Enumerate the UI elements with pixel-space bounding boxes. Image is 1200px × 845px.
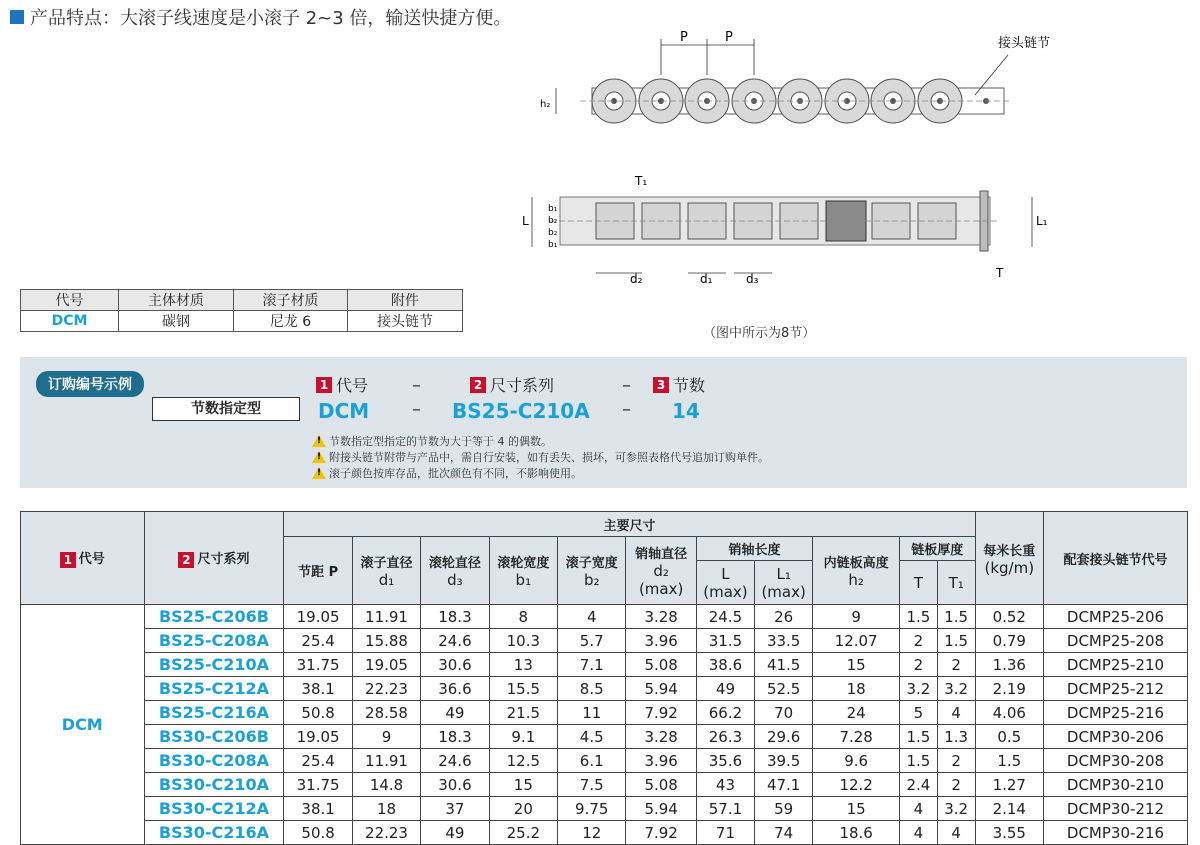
th-d3-a: 滚轮直径 — [428, 556, 481, 571]
series-cell: BS30-C208A — [144, 749, 284, 773]
order-label-code-text: 代号 — [336, 376, 369, 395]
l-cell: 49 — [696, 677, 754, 701]
weight-cell: 0.52 — [975, 605, 1043, 629]
th-b1-a: 滚轮宽度 — [497, 556, 550, 571]
table-row — [21, 677, 1188, 701]
label-l1: L₁ — [1036, 214, 1048, 228]
t1-cell: 1.5 — [937, 605, 975, 629]
b1-cell: 10.3 — [489, 629, 557, 653]
joint-code-cell: DCMP30-208 — [1043, 749, 1187, 773]
label-p-1: P — [680, 30, 688, 45]
t-cell: 2.4 — [900, 773, 938, 797]
weight-cell: 4.06 — [975, 701, 1043, 725]
weight-cell: 0.79 — [975, 629, 1043, 653]
th-t-text: T — [913, 573, 923, 592]
th-weight-a: 每米长重 — [983, 543, 1036, 559]
label-d3: d₃ — [746, 272, 759, 286]
order-dash-4: – — [622, 399, 631, 420]
joint-code-cell: DCMP25-216 — [1043, 701, 1187, 725]
th-d1 — [352, 537, 420, 605]
th-l-b: (max) — [703, 582, 748, 601]
th-l-a: L — [721, 564, 730, 583]
weight-cell: 1.5 — [975, 749, 1043, 773]
warning-icon — [312, 435, 326, 447]
d1-cell: 28.58 — [352, 701, 420, 725]
label-b1-bottom: b₁ — [548, 240, 558, 250]
order-note-3-text: 滚子颜色按库存品，批次颜色有不同，不影响使用。 — [329, 467, 582, 480]
order-example-panel — [20, 357, 1187, 488]
th-d2-b: d₂ — [653, 562, 669, 580]
d3-cell: 30.6 — [421, 773, 489, 797]
diagram-note: （图中所示为8节） — [703, 326, 816, 341]
t-cell: 5 — [900, 701, 938, 725]
table-row — [21, 773, 1188, 797]
d3-cell: 49 — [421, 821, 489, 845]
th-b1 — [489, 537, 557, 605]
pitch-cell: 31.75 — [284, 653, 352, 677]
spec-value-code: DCM — [21, 311, 119, 332]
t-cell: 2 — [900, 653, 938, 677]
th-b2 — [558, 537, 626, 605]
th-pitch: 节距 P — [284, 537, 352, 605]
l-cell: 24.5 — [696, 605, 754, 629]
b1-cell: 15 — [489, 773, 557, 797]
t-cell: 4 — [900, 821, 938, 845]
table-row — [21, 653, 1188, 677]
pitch-cell: 25.4 — [284, 629, 352, 653]
dimension-table-body — [21, 605, 1188, 845]
joint-code-cell: DCMP30-212 — [1043, 797, 1187, 821]
l-cell: 38.6 — [696, 653, 754, 677]
table-row — [21, 749, 1188, 773]
label-t: T — [996, 266, 1004, 280]
d3-cell: 24.6 — [421, 749, 489, 773]
l1-cell: 39.5 — [755, 749, 813, 773]
d2-cell: 3.28 — [626, 725, 696, 749]
spec-value-accessory: 接头链节 — [348, 311, 463, 332]
weight-cell: 1.36 — [975, 653, 1043, 677]
table-row — [21, 821, 1188, 845]
series-cell: BS30-C212A — [144, 797, 284, 821]
order-dash-3: – — [412, 399, 421, 420]
d2-cell: 5.08 — [626, 653, 696, 677]
order-dash-1: – — [412, 375, 421, 396]
order-note-2-text: 附接头链节附带与产品中，需自行安装，如有丢失、损坏，可参照表格代号追加订购单件。 — [329, 451, 769, 464]
order-value-series: BS25-C210A — [452, 399, 590, 423]
table-row — [21, 629, 1188, 653]
l-cell: 35.6 — [696, 749, 754, 773]
t1-cell: 1.5 — [937, 629, 975, 653]
b2-cell: 7.5 — [558, 773, 626, 797]
h2-cell: 7.28 — [813, 725, 900, 749]
b1-cell: 20 — [489, 797, 557, 821]
order-label-series — [470, 373, 554, 396]
l1-cell: 70 — [755, 701, 813, 725]
t-cell: 2 — [900, 629, 938, 653]
th-l — [696, 561, 754, 605]
pitch-cell: 50.8 — [284, 821, 352, 845]
b2-cell: 8.5 — [558, 677, 626, 701]
num-badge-3: 3 — [653, 377, 669, 393]
warning-icon — [312, 451, 326, 463]
order-note-3 — [312, 465, 582, 481]
pitch-cell: 25.4 — [284, 749, 352, 773]
d1-cell: 11.91 — [352, 605, 420, 629]
num-badge-1: 1 — [316, 377, 332, 393]
table-row — [21, 605, 1188, 629]
order-label-series-text: 尺寸系列 — [490, 376, 555, 395]
th-pin-length: 销轴长度 — [696, 537, 812, 561]
order-value-code: DCM — [318, 399, 370, 423]
joint-code-cell: DCMP25-208 — [1043, 629, 1187, 653]
d2-cell: 7.92 — [626, 821, 696, 845]
order-label-code — [316, 373, 368, 396]
pitch-cell: 19.05 — [284, 725, 352, 749]
d1-cell: 22.23 — [352, 677, 420, 701]
d2-cell: 3.96 — [626, 629, 696, 653]
d2-cell: 5.08 — [626, 773, 696, 797]
th-plate-thickness: 链板厚度 — [900, 537, 976, 561]
b2-cell: 11 — [558, 701, 626, 725]
series-cell: BS25-C210A — [144, 653, 284, 677]
l-cell: 26.3 — [696, 725, 754, 749]
th-series-text: 尺寸系列 — [197, 552, 250, 568]
series-cell: BS25-C216A — [144, 701, 284, 725]
th-code — [21, 512, 145, 605]
th-h2-b: h₂ — [848, 571, 864, 589]
h2-cell: 24 — [813, 701, 900, 725]
order-label-count-text: 节数 — [673, 376, 706, 395]
th-l1-b: (max) — [761, 582, 806, 601]
chain-side-view — [522, 174, 1048, 286]
th-h2 — [813, 537, 900, 605]
l-cell: 57.1 — [696, 797, 754, 821]
series-cell: BS30-C210A — [144, 773, 284, 797]
d3-cell: 18.3 — [421, 725, 489, 749]
type-box: 节数指定型 — [152, 397, 300, 421]
b2-cell: 4.5 — [558, 725, 626, 749]
b2-cell: 9.75 — [558, 797, 626, 821]
l1-cell: 33.5 — [755, 629, 813, 653]
d3-cell: 36.6 — [421, 677, 489, 701]
pitch-cell: 38.1 — [284, 797, 352, 821]
t-cell: 1.5 — [900, 749, 938, 773]
l-cell: 43 — [696, 773, 754, 797]
l1-cell: 41.5 — [755, 653, 813, 677]
th-b1-b: b₁ — [515, 571, 532, 589]
th-d1-b: d₁ — [378, 571, 395, 589]
d3-cell: 49 — [421, 701, 489, 725]
h2-cell: 15 — [813, 653, 900, 677]
b2-cell: 12 — [558, 821, 626, 845]
th-b2-b: b₂ — [583, 571, 600, 589]
weight-cell: 1.27 — [975, 773, 1043, 797]
joint-code-cell: DCMP30-210 — [1043, 773, 1187, 797]
label-joint-link: 接头链节 — [998, 36, 1051, 51]
table-row — [21, 797, 1188, 821]
th-d1-a: 滚子直径 — [360, 556, 413, 571]
order-note-2 — [312, 449, 769, 465]
t-cell: 4 — [900, 797, 938, 821]
l1-cell: 59 — [755, 797, 813, 821]
label-b2-top: b₂ — [548, 216, 558, 226]
l-cell: 66.2 — [696, 701, 754, 725]
b1-cell: 25.2 — [489, 821, 557, 845]
th-t — [900, 561, 938, 605]
series-cell: BS30-C216A — [144, 821, 284, 845]
spec-table — [20, 289, 463, 332]
t1-cell: 4 — [937, 701, 975, 725]
d1-cell: 9 — [352, 725, 420, 749]
num-badge-2: 2 — [178, 552, 194, 568]
series-cell: BS25-C208A — [144, 629, 284, 653]
label-b1-top: b₁ — [548, 204, 558, 214]
pitch-cell: 19.05 — [284, 605, 352, 629]
label-t1: T₁ — [635, 174, 648, 188]
th-b2-a: 滚子宽度 — [565, 556, 618, 571]
d3-cell: 37 — [421, 797, 489, 821]
joint-code-cell: DCMP25-210 — [1043, 653, 1187, 677]
l1-cell: 74 — [755, 821, 813, 845]
headline — [10, 4, 511, 30]
code-cell: DCM — [21, 605, 145, 845]
th-series — [144, 512, 284, 605]
h2-cell: 9.6 — [813, 749, 900, 773]
joint-code-cell: DCMP25-212 — [1043, 677, 1187, 701]
pitch-cell: 38.1 — [284, 677, 352, 701]
th-d2-c: (max) — [638, 580, 684, 598]
spec-value-roller-material: 尼龙 6 — [234, 311, 348, 332]
th-l1 — [755, 561, 813, 605]
t1-cell: 1.3 — [937, 725, 975, 749]
l1-cell: 26 — [755, 605, 813, 629]
t-cell: 1.5 — [900, 725, 938, 749]
t1-cell: 2 — [937, 773, 975, 797]
table-row — [21, 701, 1188, 725]
b1-cell: 12.5 — [489, 749, 557, 773]
d1-cell: 14.8 — [352, 773, 420, 797]
chain-top-view — [540, 30, 1050, 123]
spec-header-accessory: 附件 — [348, 290, 463, 311]
series-cell: BS25-C212A — [144, 677, 284, 701]
label-h2: h₂ — [540, 99, 551, 110]
label-l: L — [522, 214, 529, 228]
th-d2-a: 销轴直径 — [635, 547, 688, 562]
d3-cell: 18.3 — [421, 605, 489, 629]
th-t1-text: T₁ — [948, 573, 964, 592]
th-joint: 配套接头链节代号 — [1043, 512, 1187, 605]
d2-cell: 3.28 — [626, 605, 696, 629]
series-cell: BS25-C206B — [144, 605, 284, 629]
b1-cell: 9.1 — [489, 725, 557, 749]
joint-code-cell: DCMP25-206 — [1043, 605, 1187, 629]
h2-cell: 12.07 — [813, 629, 900, 653]
b1-cell: 15.5 — [489, 677, 557, 701]
t-cell: 3.2 — [900, 677, 938, 701]
b1-cell: 13 — [489, 653, 557, 677]
d1-cell: 18 — [352, 797, 420, 821]
table-row — [21, 725, 1188, 749]
d3-cell: 30.6 — [421, 653, 489, 677]
b2-cell: 4 — [558, 605, 626, 629]
th-d3 — [421, 537, 489, 605]
label-p-2: P — [725, 30, 733, 45]
d2-cell: 5.94 — [626, 677, 696, 701]
b2-cell: 6.1 — [558, 749, 626, 773]
t1-cell: 2 — [937, 653, 975, 677]
pitch-cell: 31.75 — [284, 773, 352, 797]
t1-cell: 2 — [937, 749, 975, 773]
l1-cell: 52.5 — [755, 677, 813, 701]
order-note-1-text: 节数指定型指定的节数为大于等于 4 的偶数。 — [329, 435, 552, 448]
th-main-dimensions: 主要尺寸 — [284, 512, 975, 537]
weight-cell: 0.5 — [975, 725, 1043, 749]
d1-cell: 11.91 — [352, 749, 420, 773]
d2-cell: 3.96 — [626, 749, 696, 773]
t1-cell: 4 — [937, 821, 975, 845]
spec-header-body-material: 主体材质 — [119, 290, 234, 311]
th-code-text: 代号 — [78, 552, 105, 568]
pitch-cell: 50.8 — [284, 701, 352, 725]
headline-square-icon — [10, 10, 24, 24]
th-weight-b: (kg/m) — [984, 558, 1035, 577]
order-label-count — [653, 373, 705, 396]
order-value-count: 14 — [672, 399, 700, 423]
h2-cell: 18 — [813, 677, 900, 701]
weight-cell: 2.19 — [975, 677, 1043, 701]
th-h2-a: 内链板高度 — [823, 556, 889, 571]
th-d3-b: d₃ — [447, 571, 463, 589]
th-l1-a: L₁ — [776, 564, 791, 583]
order-note-1 — [312, 433, 552, 449]
b2-cell: 7.1 — [558, 653, 626, 677]
joint-code-cell: DCMP30-206 — [1043, 725, 1187, 749]
label-b2-bottom: b₂ — [548, 228, 558, 238]
label-d2: d₂ — [630, 272, 643, 286]
b1-cell: 8 — [489, 605, 557, 629]
weight-cell: 3.55 — [975, 821, 1043, 845]
chain-diagram — [520, 25, 1060, 295]
d1-cell: 15.88 — [352, 629, 420, 653]
spec-header-code: 代号 — [21, 290, 119, 311]
h2-cell: 9 — [813, 605, 900, 629]
dimension-table — [20, 511, 1188, 845]
weight-cell: 2.14 — [975, 797, 1043, 821]
order-dash-2: – — [622, 375, 631, 396]
t1-cell: 3.2 — [937, 677, 975, 701]
l1-cell: 47.1 — [755, 773, 813, 797]
b2-cell: 5.7 — [558, 629, 626, 653]
h2-cell: 18.6 — [813, 821, 900, 845]
warning-icon — [312, 467, 326, 479]
l-cell: 31.5 — [696, 629, 754, 653]
spec-header-roller-material: 滚子材质 — [234, 290, 348, 311]
num-badge-1: 1 — [60, 552, 76, 568]
h2-cell: 12.2 — [813, 773, 900, 797]
th-weight — [975, 512, 1043, 605]
t-cell: 1.5 — [900, 605, 938, 629]
spec-value-body-material: 碳钢 — [119, 311, 234, 332]
d3-cell: 24.6 — [421, 629, 489, 653]
num-badge-2: 2 — [470, 377, 486, 393]
series-cell: BS30-C206B — [144, 725, 284, 749]
l-cell: 71 — [696, 821, 754, 845]
t1-cell: 3.2 — [937, 797, 975, 821]
h2-cell: 15 — [813, 797, 900, 821]
d2-cell: 7.92 — [626, 701, 696, 725]
label-d1: d₁ — [700, 272, 713, 286]
th-t1 — [937, 561, 975, 605]
joint-code-cell: DCMP30-216 — [1043, 821, 1187, 845]
d2-cell: 5.94 — [626, 797, 696, 821]
order-example-pill: 订购编号示例 — [36, 371, 144, 397]
l1-cell: 29.6 — [755, 725, 813, 749]
d1-cell: 19.05 — [352, 653, 420, 677]
headline-text: 产品特点：大滚子线速度是小滚子 2~3 倍，输送快捷方便。 — [30, 8, 512, 29]
th-d2 — [626, 537, 696, 605]
d1-cell: 22.23 — [352, 821, 420, 845]
b1-cell: 21.5 — [489, 701, 557, 725]
